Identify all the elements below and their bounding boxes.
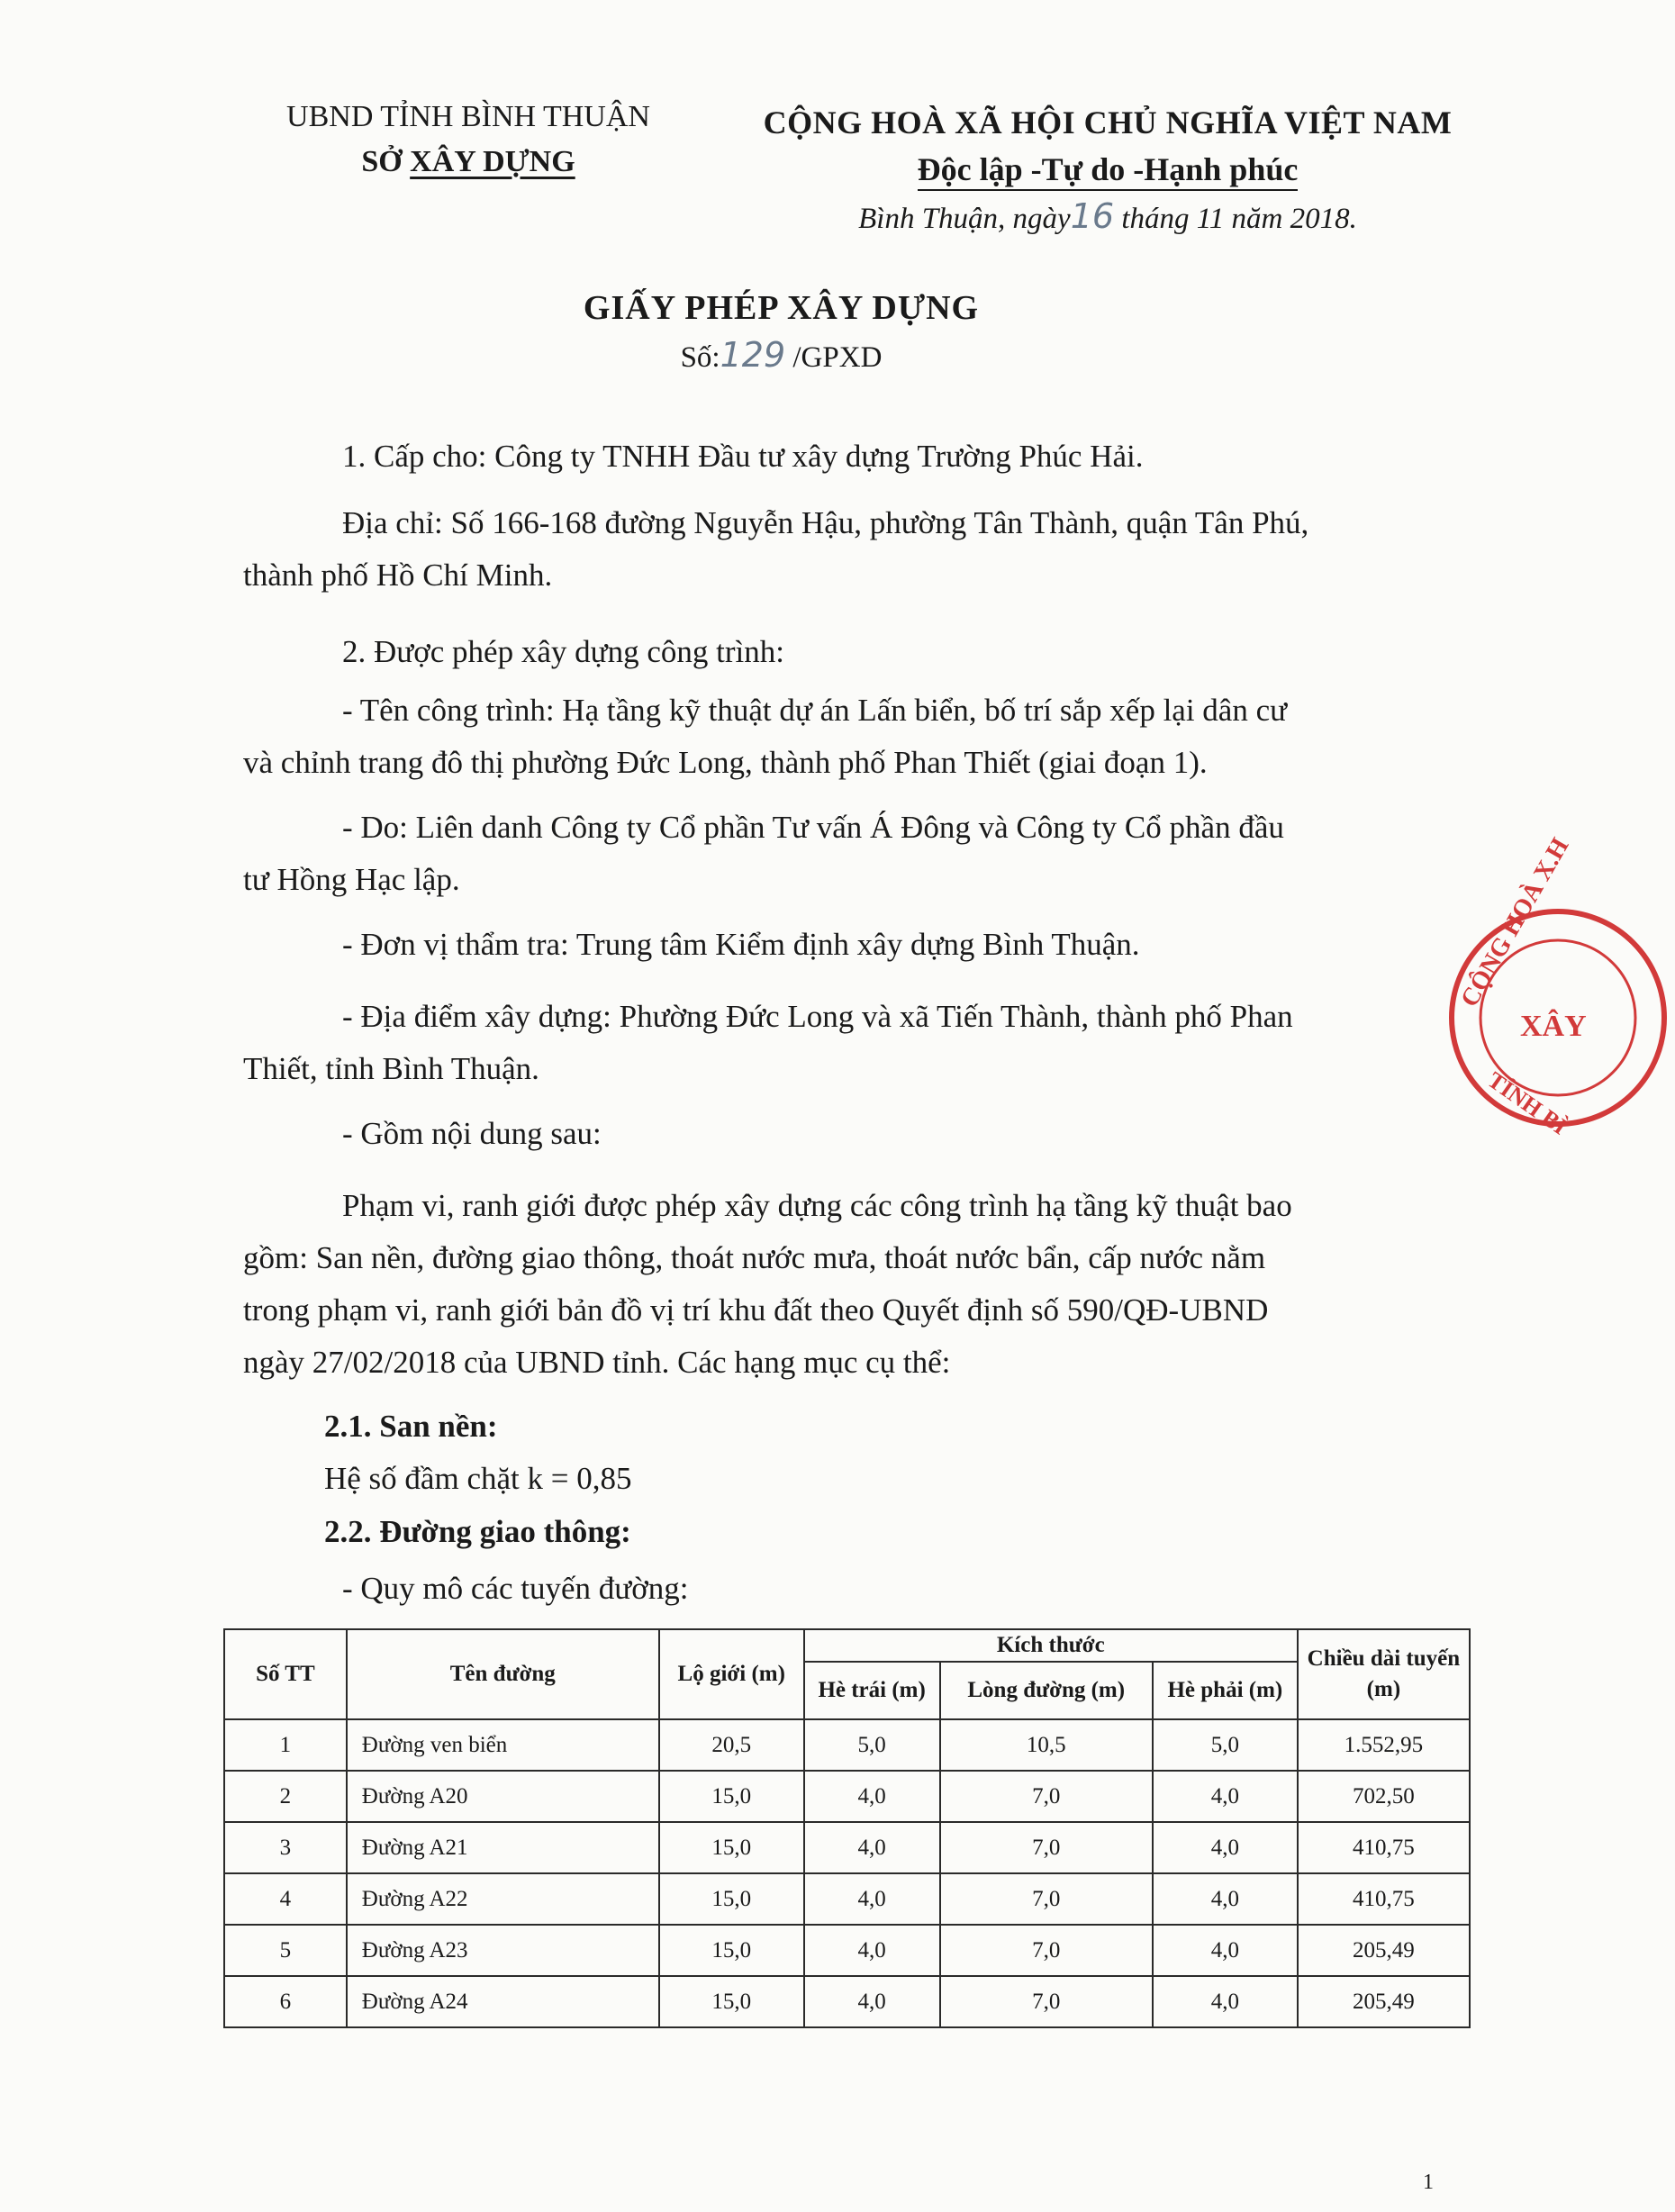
content-heading: - Gồm nội dung sau: xyxy=(342,1116,602,1151)
header-road-name: Tên đường xyxy=(347,1629,659,1719)
cell-lo-gioi: 15,0 xyxy=(659,1822,804,1873)
cell-long-duong: 10,5 xyxy=(940,1719,1153,1771)
header-dimensions: Kích thước xyxy=(804,1629,1298,1662)
cell-stt: 5 xyxy=(224,1925,347,1976)
issue-date-place: Bình Thuận, ngày xyxy=(858,203,1071,235)
road-specification-table xyxy=(223,1628,1471,2028)
official-seal-stamp xyxy=(1441,833,1675,1140)
cell-chieu-dai: 410,75 xyxy=(1298,1822,1470,1873)
agency-name: UBND TỈNH BÌNH THUẬN xyxy=(286,100,650,133)
cell-lo-gioi: 15,0 xyxy=(659,1976,804,2027)
designer-line-1: - Do: Liên danh Công ty Cổ phần Tư vấn Á Đông và Công ty Cổ phần đầu xyxy=(342,810,1284,845)
section-2-1-heading: 2.1. San nền: xyxy=(324,1409,498,1444)
cell-name: Đường A23 xyxy=(347,1925,659,1976)
cell-he-trai: 4,0 xyxy=(804,1771,940,1822)
cell-he-phai: 4,0 xyxy=(1153,1976,1298,2027)
table-row xyxy=(224,1925,1470,1976)
permission-heading: 2. Được phép xây dựng công trình: xyxy=(342,634,784,669)
cell-stt: 6 xyxy=(224,1976,347,2027)
road-scale-heading: - Quy mô các tuyến đường: xyxy=(342,1571,689,1606)
scope-line-1: Phạm vi, ranh giới được phép xây dựng các công trình hạ tầng kỹ thuật bao xyxy=(342,1188,1292,1223)
designer-paragraph xyxy=(243,802,1459,906)
issue-date xyxy=(747,193,1468,242)
header-carriageway: Lòng đường (m) xyxy=(940,1662,1153,1719)
cell-name: Đường A22 xyxy=(347,1873,659,1925)
project-name-line-1: - Tên công trình: Hạ tầng kỹ thuật dự án Lấn biển, bố trí sắp xếp lại dân cư xyxy=(342,693,1288,728)
table-row xyxy=(224,1873,1470,1925)
nation-name: CỘNG HOÀ XÃ HỘI CHỦ NGHĨA VIỆT NAM xyxy=(763,104,1453,141)
table-row xyxy=(224,1822,1470,1873)
cell-chieu-dai: 1.552,95 xyxy=(1298,1719,1470,1771)
department-name-underlined: XÂY DỰNG xyxy=(410,145,575,178)
scope-paragraph xyxy=(243,1180,1459,1389)
cell-stt: 1 xyxy=(224,1719,347,1771)
cell-name: Đường A24 xyxy=(347,1976,659,2027)
department-prefix: SỞ xyxy=(361,145,411,178)
cell-he-phai: 5,0 xyxy=(1153,1719,1298,1771)
department-name xyxy=(257,140,680,185)
table-row xyxy=(224,1976,1470,2027)
scope-line-2: gồm: San nền, đường giao thông, thoát nước mưa, thoát nước bẩn, cấp nước nằm xyxy=(243,1240,1266,1275)
address-paragraph xyxy=(243,497,1459,602)
header-stt: Số TT xyxy=(224,1629,347,1719)
table-row xyxy=(224,1771,1470,1822)
issuing-agency-block xyxy=(257,95,680,185)
cell-lo-gioi: 15,0 xyxy=(659,1873,804,1925)
address-line-1: Địa chỉ: Số 166-168 đường Nguyễn Hậu, phường Tân Thành, quận Tân Phú, xyxy=(342,505,1309,540)
scope-line-3: trong phạm vi, ranh giới bản đồ vị trí khu đất theo Quyết định số 590/QĐ-UBND xyxy=(243,1292,1269,1328)
grantee-paragraph: 1. Cấp cho: Công ty TNHH Đầu tư xây dựng Trường Phúc Hải. xyxy=(342,439,1144,474)
national-motto xyxy=(747,146,1468,193)
cell-he-phai: 4,0 xyxy=(1153,1771,1298,1822)
cell-lo-gioi: 15,0 xyxy=(659,1771,804,1822)
stamp-ring-text: CỘNG HOÀ X.H xyxy=(1455,833,1575,1012)
page-number: 1 xyxy=(1423,2171,1434,2194)
cell-he-trai: 4,0 xyxy=(804,1976,940,2027)
cell-stt: 2 xyxy=(224,1771,347,1822)
header-left-sidewalk: Hè trái (m) xyxy=(804,1662,940,1719)
cell-lo-gioi: 15,0 xyxy=(659,1925,804,1976)
cell-chieu-dai: 205,49 xyxy=(1298,1925,1470,1976)
document-number xyxy=(0,335,1562,375)
location-paragraph xyxy=(243,991,1459,1095)
cell-chieu-dai: 410,75 xyxy=(1298,1873,1470,1925)
scope-line-4: ngày 27/02/2018 của UBND tỉnh. Các hạng mục cụ thể: xyxy=(243,1345,951,1380)
issue-date-month-year: tháng 11 năm 2018. xyxy=(1121,203,1357,235)
document-number-suffix: /GPXD xyxy=(785,341,883,374)
stamp-bottom-text: TỈNH BÌ xyxy=(1482,1066,1572,1140)
address-line-2: thành phố Hồ Chí Minh. xyxy=(243,558,553,593)
document-number-prefix: Số: xyxy=(680,341,720,374)
cell-stt: 4 xyxy=(224,1873,347,1925)
cell-he-phai: 4,0 xyxy=(1153,1822,1298,1873)
road-table-body xyxy=(224,1719,1470,2027)
document-number-handwritten: 129 xyxy=(720,335,786,375)
header-route-length: Chiều dài tuyến (m) xyxy=(1298,1629,1470,1719)
cell-long-duong: 7,0 xyxy=(940,1976,1153,2027)
cell-chieu-dai: 702,50 xyxy=(1298,1771,1470,1822)
cell-long-duong: 7,0 xyxy=(940,1873,1153,1925)
header-right-sidewalk: Hè phải (m) xyxy=(1153,1662,1298,1719)
table-row xyxy=(224,1719,1470,1771)
cell-he-phai: 4,0 xyxy=(1153,1925,1298,1976)
cell-long-duong: 7,0 xyxy=(940,1822,1153,1873)
cell-he-trai: 4,0 xyxy=(804,1925,940,1976)
project-name-line-2: và chỉnh trang đô thị phường Đức Long, thành phố Phan Thiết (giai đoạn 1). xyxy=(243,745,1208,780)
cell-long-duong: 7,0 xyxy=(940,1925,1153,1976)
stamp-center-text: XÂY xyxy=(1520,1010,1587,1043)
national-motto-text: Độc lập -Tự do -Hạnh phúc xyxy=(918,151,1299,191)
document-title: GIẤY PHÉP XÂY DỰNG xyxy=(583,289,980,327)
cell-he-trai: 4,0 xyxy=(804,1822,940,1873)
cell-he-trai: 5,0 xyxy=(804,1719,940,1771)
cell-chieu-dai: 205,49 xyxy=(1298,1976,1470,2027)
cell-he-phai: 4,0 xyxy=(1153,1873,1298,1925)
compaction-coefficient: Hệ số đầm chặt k = 0,85 xyxy=(324,1461,632,1496)
header-lo-gioi: Lộ giới (m) xyxy=(659,1629,804,1719)
cell-name: Đường ven biển xyxy=(347,1719,659,1771)
cell-stt: 3 xyxy=(224,1822,347,1873)
issue-date-day-handwritten: 16 xyxy=(1070,196,1115,236)
cell-he-trai: 4,0 xyxy=(804,1873,940,1925)
national-header-block xyxy=(747,99,1468,242)
designer-line-2: tư Hồng Hạc lập. xyxy=(243,862,460,897)
project-name-paragraph xyxy=(243,684,1459,789)
cell-lo-gioi: 20,5 xyxy=(659,1719,804,1771)
cell-name: Đường A20 xyxy=(347,1771,659,1822)
location-line-2: Thiết, tỉnh Bình Thuận. xyxy=(243,1051,539,1086)
section-2-2-heading: 2.2. Đường giao thông: xyxy=(324,1514,631,1549)
appraisal-unit-paragraph: - Đơn vị thẩm tra: Trung tâm Kiểm định xây dựng Bình Thuận. xyxy=(342,927,1140,962)
cell-name: Đường A21 xyxy=(347,1822,659,1873)
cell-long-duong: 7,0 xyxy=(940,1771,1153,1822)
location-line-1: - Địa điểm xây dựng: Phường Đức Long và xã Tiến Thành, thành phố Phan xyxy=(342,999,1293,1034)
